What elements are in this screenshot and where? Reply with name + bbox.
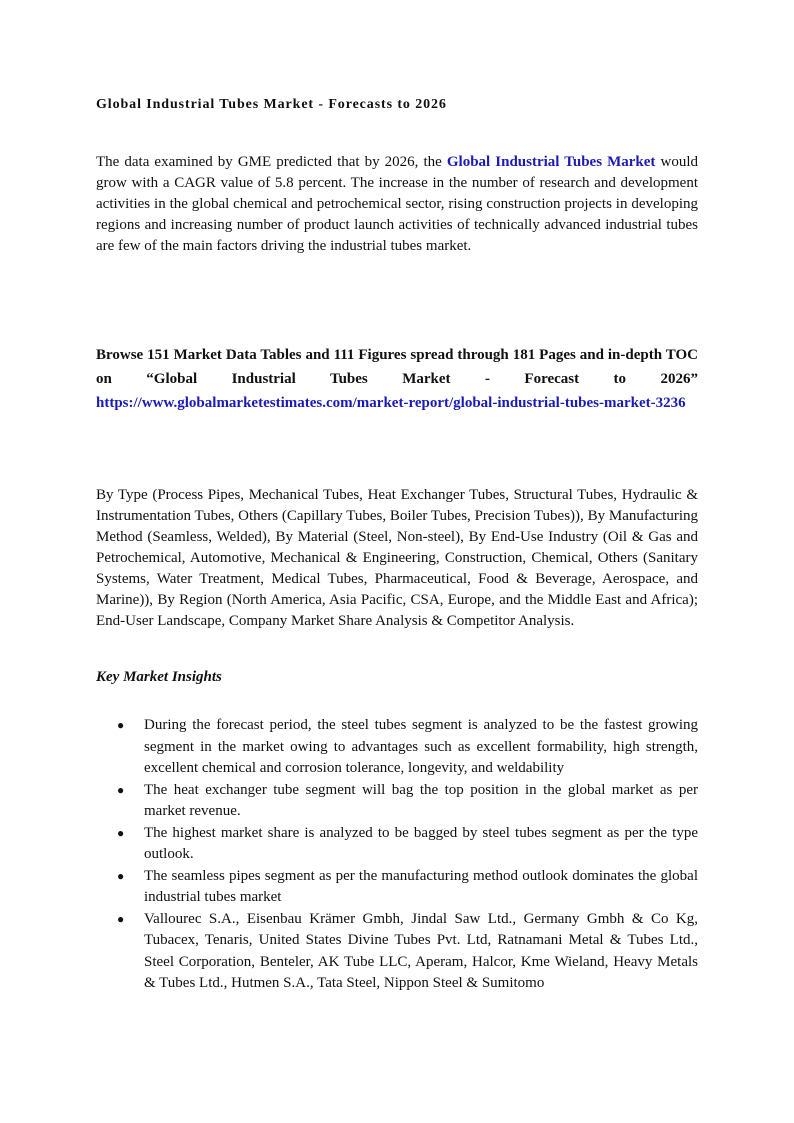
list-item-text: Vallourec S.A., Eisenbau Krämer Gmbh, Jindal Saw Ltd., Germany Gmbh & Co Kg, Tubacex, Tenaris, United States Divine Tubes Pvt. Ltd, Ratnamani Metal & Tubes Ltd., Steel Corporation, Benteler, AK Tube LLC, Aperam, Halcor, Kme Wieland, Heavy Metals & Tubes Ltd., Hutmen S.A., Tata Steel, Nippon Steel & Sumitomo — [144, 910, 698, 991]
bullet-icon: ● — [117, 868, 125, 883]
document-title: Global Industrial Tubes Market - Forecasts to 2026 — [96, 97, 447, 112]
bullet-icon: ● — [117, 825, 125, 840]
list-item — [96, 780, 698, 823]
list-item-text: The heat exchanger tube segment will bag the top position in the global market as per market revenue. — [144, 781, 698, 819]
intro-paragraph — [96, 152, 698, 257]
bullet-icon: ● — [117, 782, 125, 797]
intro-text-before-link: The data examined by GME predicted that by 2026, the — [96, 154, 447, 170]
market-link[interactable]: Global Industrial Tubes Market — [446, 154, 656, 170]
list-item — [96, 823, 698, 866]
segmentation-paragraph: By Type (Process Pipes, Mechanical Tubes, Heat Exchanger Tubes, Structural Tubes, Hydraulic & Instrumentation Tubes, Others (Capillary Tubes, Boiler Tubes, Precision Tubes)), By Manufacturing Method (Seamless, Welded), By Material (Steel, Non-steel), By End-Use Industry (Oil & Gas and Petrochemical, Automotive, Mechanical & Engineering, Construction, Chemical, Others (Sanitary Systems, Water Treatment, Medical Tubes, Pharmaceutical, Food & Beverage, Aerospace, and Marine)), By Region (North America, Asia Pacific, CSA, Europe, and the Middle East and Africa); End-User Landscape, Company Market Share Analysis & Competitor Analysis. — [96, 487, 698, 629]
browse-paragraph — [96, 343, 698, 415]
list-item-text: The highest market share is analyzed to be bagged by steel tubes segment as per the type outlook. — [144, 824, 698, 862]
insights-list — [96, 715, 698, 995]
key-insights-heading: Key Market Insights — [96, 669, 222, 685]
list-item-text: The seamless pipes segment as per the manufacturing method outlook dominates the global industrial tubes market — [144, 867, 698, 905]
list-item-text: During the forecast period, the steel tubes segment is analyzed to be the fastest growing segment in the market owing to advantages such as excellent formability, high strength, excellent chemical and corrosion tolerance, longevity, and weldability — [144, 717, 698, 776]
list-item — [96, 715, 698, 780]
bullet-icon: ● — [117, 911, 125, 926]
bullet-icon: ● — [117, 718, 125, 732]
intro-text-after-link: would grow with a CAGR value of 5.8 percent. The increase in the number of research and development activities in the global chemical and petrochemical sector, rising construction projects in developing regions and increasing number of product launch activities of technically advanced industrial tubes are few of the main factors driving the industrial tubes market. — [96, 154, 698, 254]
list-item — [96, 866, 698, 909]
list-item — [96, 909, 698, 995]
report-url-link[interactable]: https://www.globalmarketestimates.com/market-report/global-industrial-tubes-market-3236 — [96, 395, 686, 411]
browse-text: Browse 151 Market Data Tables and 111 Figures spread through 181 Pages and in-depth TOC on “Global Industrial Tubes Market - Forecast to 2026” — [96, 347, 698, 387]
